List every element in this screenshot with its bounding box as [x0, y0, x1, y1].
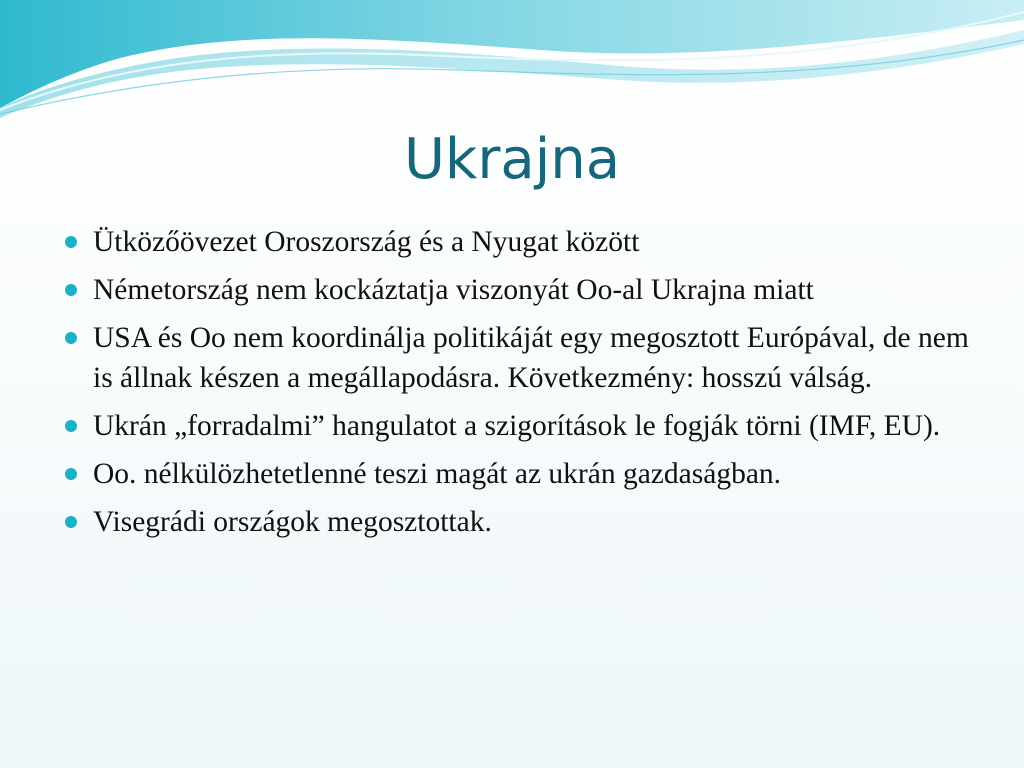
- bullet-dot-icon: [65, 332, 77, 344]
- bullet-text: Ütközőövezet Oroszország és a Nyugat között: [93, 226, 640, 258]
- bullet-item: [60, 318, 980, 398]
- bullet-item: [60, 454, 980, 494]
- bullet-dot-icon: [65, 516, 77, 528]
- bullet-text: USA és Oo nem koordinálja politikáját egy megosztott Európával, de nem is állnak készen a megállapodásra. Következmény: hosszú válság.: [93, 322, 969, 394]
- bullet-item: [60, 406, 980, 446]
- bullet-item: [60, 222, 980, 262]
- wave-line-bottom: [0, 40, 1024, 114]
- bullet-item: [60, 270, 980, 310]
- bullet-text: Ukrán „forradalmi” hangulatot a szigorítások le fogják törni (IMF, EU).: [93, 410, 941, 442]
- wave-band-main: [0, 0, 1024, 108]
- bullet-text: Németország nem kockáztatja viszonyát Oo-al Ukrajna miatt: [93, 274, 814, 306]
- bullet-dot-icon: [65, 236, 77, 248]
- bullet-text: Oo. nélkülözhetetlenné teszi magát az ukrán gazdaságban.: [93, 458, 782, 490]
- bullet-dot-icon: [65, 468, 77, 480]
- wave-decoration: [0, 0, 1024, 130]
- bullet-dot-icon: [65, 420, 77, 432]
- bullet-text: Visegrádi országok megosztottak.: [93, 506, 492, 538]
- bullet-list: [60, 222, 980, 550]
- bullet-dot-icon: [65, 284, 77, 296]
- slide-title: Ukrajna: [403, 127, 621, 192]
- bullet-item: [60, 502, 980, 542]
